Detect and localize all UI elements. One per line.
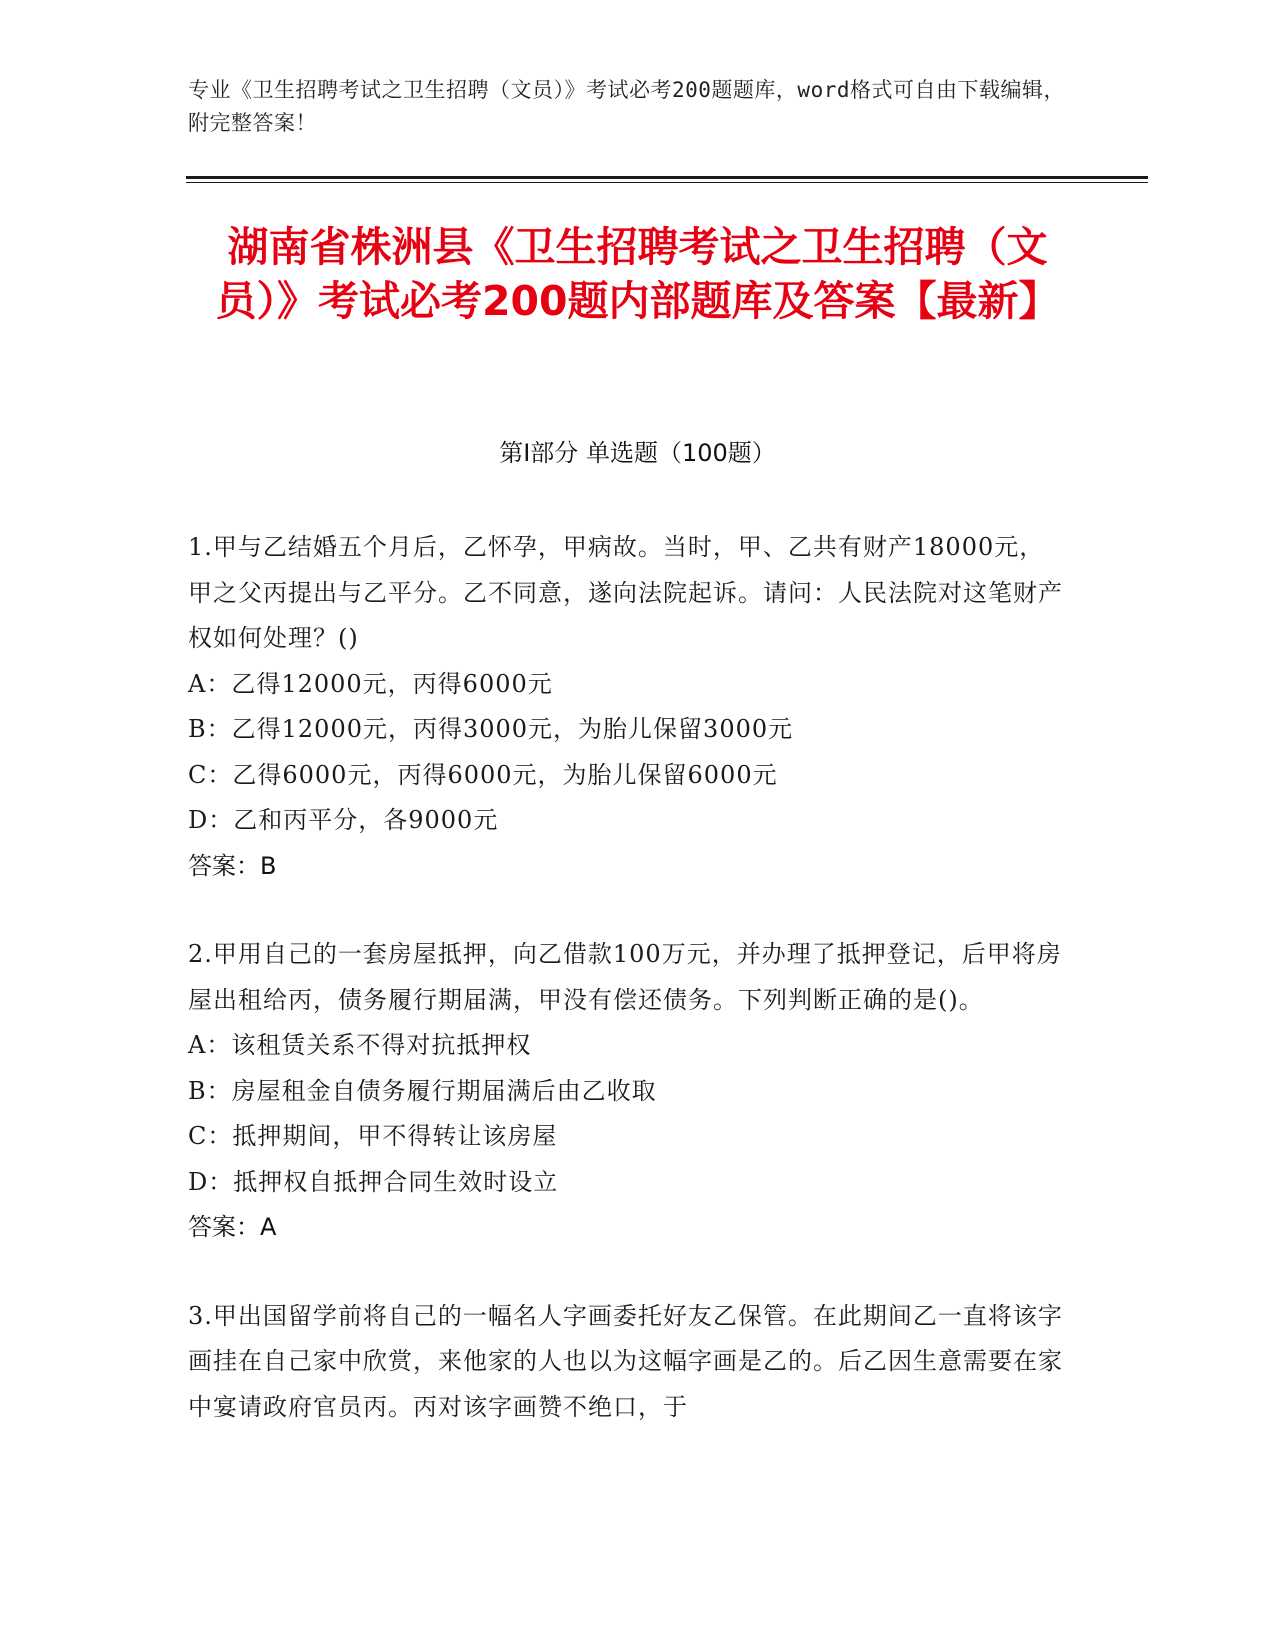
question-list <box>188 525 1068 1473</box>
question-stem: 3.甲出国留学前将自己的一幅名人字画委托好友乙保管。在此期间乙一直将该字画挂在自己家中欣赏，来他家的人也以为这幅字画是乙的。后乙因生意需要在家中宴请政府官员丙。丙对该字画赞不绝口，于 <box>188 1301 1063 1421</box>
header-divider-thin <box>186 182 1148 183</box>
question-stem: 2.甲用自己的一套房屋抵押，向乙借款100万元，并办理了抵押登记，后甲将房屋出租给丙，债务履行期届满，甲没有偿还债务。下列判断正确的是()。 <box>188 940 1062 1014</box>
option-d: D：乙和丙平分，各9000元 <box>188 806 499 834</box>
document-title: 湖南省株洲县《卫生招聘考试之卫生招聘（文员）》考试必考200题内部题库及答案【最新】 <box>215 223 1060 325</box>
answer-line: 答案：B <box>188 851 277 880</box>
question-3 <box>188 1294 1068 1431</box>
option-b: B：房屋租金自债务履行期届满后由乙收取 <box>188 1076 657 1105</box>
option-d: D：抵押权自抵押合同生效时设立 <box>188 1167 559 1196</box>
question-2 <box>188 932 1068 1251</box>
question-1 <box>188 525 1068 889</box>
option-b: B：乙得12000元，丙得3000元，为胎儿保留3000元 <box>188 715 794 743</box>
option-c: C：乙得6000元，丙得6000元，为胎儿保留6000元 <box>188 760 778 789</box>
question-stem: 1.甲与乙结婚五个月后，乙怀孕，甲病故。当时，甲、乙共有财产18000元，甲之父丙提出与乙平分。乙不同意，遂向法院起诉。请问：人民法院对这笔财产权如何处理？() <box>188 533 1063 652</box>
header-note: 专业《卫生招聘考试之卫生招聘（文员）》考试必考200题题库，word格式可自由下载编辑，附完整答案！ <box>188 78 1065 135</box>
answer-line: 答案：A <box>188 1213 277 1241</box>
header-divider-thick <box>186 176 1148 179</box>
option-a: A：该租赁关系不得对抗抵押权 <box>188 1031 532 1059</box>
option-a: A：乙得12000元，丙得6000元 <box>188 669 553 698</box>
option-c: C：抵押期间，甲不得转让该房屋 <box>188 1122 558 1150</box>
section-heading: 第I部分 单选题（100题） <box>499 439 776 467</box>
